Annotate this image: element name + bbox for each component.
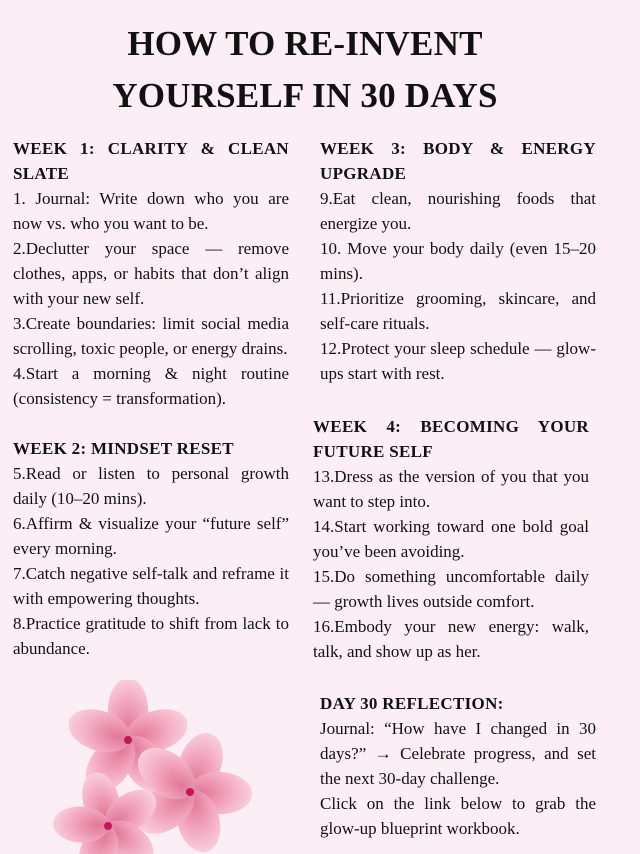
- list-item: 8.Practice gratitude to shift from lack to abundance.: [13, 614, 289, 658]
- day-30-heading: DAY 30 REFLECTION:: [320, 694, 504, 713]
- week-2-heading: WEEK 2: MINDSET RESET: [13, 439, 234, 458]
- page-title: [0, 18, 610, 122]
- day-30-section: [320, 691, 596, 841]
- list-item: 15.Do something uncomfortable daily — growth lives outside comfort.: [313, 567, 589, 611]
- list-item: 14.Start working toward one bold goal you’ve been avoiding.: [313, 517, 589, 561]
- week-1-section: [13, 136, 289, 411]
- list-item: Click on the link below to grab the glow-up blueprint workbook.: [320, 794, 596, 838]
- list-item: 12.Protect your sleep schedule — glow-ups start with rest.: [320, 339, 596, 383]
- week-2-section: [13, 436, 289, 661]
- list-item: 4.Start a morning & night routine (consistency = transformation).: [13, 364, 289, 408]
- week-4-section: [313, 414, 589, 664]
- list-item: 10. Move your body daily (even 15–20 mins).: [320, 239, 596, 283]
- list-item: Journal: “How have I changed in 30 days?” → Celebrate progress, and set the next 30-day challenge.: [320, 719, 596, 788]
- list-item: 5.Read or listen to personal growth daily (10–20 mins).: [13, 464, 289, 508]
- left-column: [13, 136, 289, 661]
- list-item: 16.Embody your new energy: walk, talk, and show up as her.: [313, 617, 589, 661]
- list-item: 2.Declutter your space — remove clothes, apps, or habits that don’t align with your new self.: [13, 239, 289, 308]
- week-3-heading: WEEK 3: BODY & ENERGY UPGRADE: [320, 139, 596, 183]
- week-1-heading: WEEK 1: CLARITY & CLEAN SLATE: [13, 139, 289, 183]
- list-item: 7.Catch negative self-talk and reframe it with empowering thoughts.: [13, 564, 289, 608]
- list-item: 3.Create boundaries: limit social media scrolling, toxic people, or energy drains.: [13, 314, 289, 358]
- week-3-section: [320, 136, 596, 386]
- list-item: 6.Affirm & visualize your “future self” every morning.: [13, 514, 289, 558]
- week-4-heading: WEEK 4: BECOMING YOUR FUTURE SELF: [313, 417, 589, 461]
- list-item: 9.Eat clean, nourishing foods that energize you.: [320, 189, 596, 233]
- list-item: 1. Journal: Write down who you are now vs. who you want to be.: [13, 189, 289, 233]
- title-line-2: YOURSELF IN 30 DAYS: [112, 76, 498, 115]
- list-item: 11.Prioritize grooming, skincare, and self-care rituals.: [320, 289, 596, 333]
- pink-flowers-illustration: [40, 680, 270, 854]
- list-item: 13.Dress as the version of you that you want to step into.: [313, 467, 589, 511]
- title-line-1: HOW TO RE-INVENT: [127, 24, 483, 63]
